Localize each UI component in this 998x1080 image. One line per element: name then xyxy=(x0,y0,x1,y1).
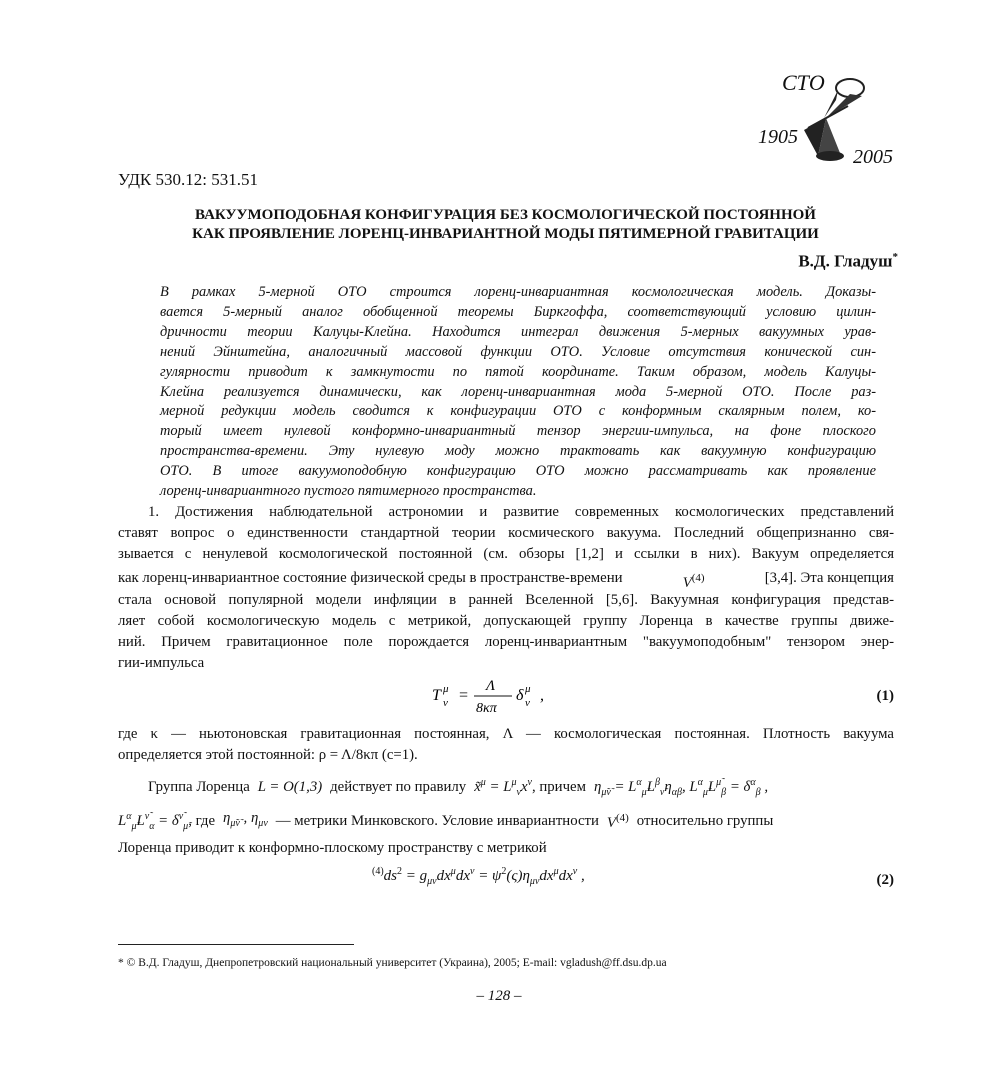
metric-relation-formula: $\eta_{\mũ\nũ} = L^\alpha_{\mũ}L^\beta_{\nũ}\eta_{\alpha\beta}$, $L^\alpha_{\mũ}L^{\mũ}_\beta = \delta^\alpha_\beta$ , xyxy=(593,777,769,798)
abstract-line: лоренц-инвариантного пустого пятимерного пространства. xyxy=(160,483,537,500)
svg-text:T: T xyxy=(432,687,441,704)
abstract-line: ОТО. В итоге вакуумоподобную конфигурацию ОТО можно рассматривать как проявление xyxy=(160,463,876,480)
body-line: ний. Причем гравитационное поле порождается лоренц-инвариантным "вакуумоподобным" тензором энер- xyxy=(118,634,894,650)
body-text: , где xyxy=(188,812,216,829)
spacetime-symbol: V xyxy=(606,815,616,832)
body-line: гии-импульса xyxy=(118,655,205,671)
svg-text:8κπ: 8κπ xyxy=(476,701,497,716)
abstract-line: Клейна реализуется динамически, как лоренц-инвариантная мода 5-мерной ОТО. После раз- xyxy=(160,383,876,400)
logo-abbreviation: СТО xyxy=(782,70,825,95)
body-line-conformal: Лоренца приводит к конформно-плоскому пространству с метрикой xyxy=(118,840,547,856)
body-line: зывается с ненулевой космологической постоянной (см. обзоры [1,2] и ссылки в них). Вакуум определяется xyxy=(118,546,894,562)
abstract xyxy=(160,283,876,502)
inverse-relation-formula: $L^\alpha_{\mũ}L^{\nũ}_\alpha = \delta^{\nũ}_{\mũ}$ xyxy=(118,811,189,832)
abstract-line: вается 5-мерный аналог обобщенной теоремы Биркгоффа, соответствующий условию цилин- xyxy=(160,303,876,320)
equation-1-number: (1) xyxy=(876,688,894,704)
svg-text:μ: μ xyxy=(525,683,531,695)
abstract-line: пространства-времени. Эту нулевую моду можно трактовать как вакуумную конфигурацию xyxy=(160,443,876,460)
minkowski-metrics-formula: $\eta_{\mũ\nũ}$ , $\eta_{\mu\nu}$ xyxy=(223,810,268,830)
equation-2-number: (2) xyxy=(876,872,894,888)
footnote: * © В.Д. Гладуш, Днепропетровский национальный университет (Украина), 2005; E-mail: vgladush@ff.dsu.dp.ua xyxy=(118,957,667,969)
body-text: действует по правилу xyxy=(330,778,467,795)
transformation-formula: x̃$^\mu$ = $L^\mu_\nu x^\nu$ xyxy=(474,777,532,798)
svg-text:ν: ν xyxy=(525,697,530,709)
svg-text:Λ: Λ xyxy=(486,678,496,694)
page-number: – 128 – xyxy=(476,988,522,1004)
svg-text:ν: ν xyxy=(443,697,448,709)
title-line: ВАКУУМОПОДОБНАЯ КОНФИГУРАЦИЯ БЕЗ КОСМОЛОГИЧЕСКОЙ ПОСТОЯННОЙ xyxy=(195,207,816,223)
abstract-line: дричности теории Калуцы-Клейна. Находится интеграл движения 5-мерных вакуумных урав- xyxy=(160,323,876,340)
spacetime-dimension: (4) xyxy=(691,572,705,584)
body-line: ляет собой космологическую модель с метрикой, допускающей группу Лоренца в качестве группы движе- xyxy=(118,613,894,629)
body-text: как лоренц-инвариантное состояние физической среды в пространстве-времени xyxy=(118,570,623,586)
svg-text:μ: μ xyxy=(443,683,449,695)
author-name: В.Д. Гладуш xyxy=(798,251,893,271)
svg-text:,: , xyxy=(540,687,544,704)
logo-year-start: 1905 xyxy=(758,126,798,148)
body-text: [3,4]. Эта концепция xyxy=(764,570,894,586)
udc-code: УДК 530.12: 531.51 xyxy=(118,170,258,189)
equation-1 xyxy=(432,676,572,727)
svg-text:δ: δ xyxy=(516,687,524,704)
body-line-lorentz xyxy=(118,772,894,803)
body-line: ставят вопрос о единственности стандартной теории космического вакуума. Последний общепризнанно свя- xyxy=(118,525,894,541)
abstract-line: гулярности приводит к замкнутости по пятой координате. Таким образом, модель Калуцы- xyxy=(160,363,876,380)
paper-title xyxy=(118,206,893,244)
body-line: определяется этой постоянной: ρ = Λ/8κπ (c=1). xyxy=(118,747,418,763)
spacetime-symbol: V xyxy=(682,574,692,591)
equation-1-formula xyxy=(432,676,572,722)
footnote-divider xyxy=(118,944,354,945)
spacetime-dimension: (4) xyxy=(615,812,629,825)
body-line: где κ — ньютоновская гравитационная постоянная, Λ — космологическая постоянная. Плотность вакуума xyxy=(118,726,894,742)
paragraph-intro-cont xyxy=(118,590,894,674)
abstract-line: торый имеет нулевой конформно-инвариантный тензор энергии-импульса, на фоне плоского xyxy=(160,423,876,440)
paragraph-intro xyxy=(118,502,894,565)
equation-2-formula: $^{(4)}ds^2 = g_{\mu\nu}dx^\mu dx^\nu = \psi^2(\varsigma)\eta_{\mu\nu}dx^\mu dx^\nu$ , xyxy=(372,866,585,887)
paragraph-definitions xyxy=(118,724,894,766)
abstract-line: нений Эйнштейна, аналогичный массовой функции ОТО. Условие отсутствия конической син- xyxy=(160,343,876,360)
body-line: стала основой популярной модели инфляции в ранней Вселенной [5,6]. Вакуумная конфигурация представ- xyxy=(118,592,894,608)
author xyxy=(798,251,898,272)
abstract-line: мерной редукции модель сводится к конфигурации ОТО с конформным скалярным полем, ко- xyxy=(160,403,876,420)
body-text: относительно группы xyxy=(636,812,774,829)
body-text: Группа Лоренца xyxy=(148,778,250,795)
body-text: , причем xyxy=(531,778,586,795)
body-line: 1. Достижения наблюдательной астрономии и развитие современных космологических представлений xyxy=(148,504,894,520)
body-line-minkowski xyxy=(118,806,894,837)
abstract-line: В рамках 5-мерной ОТО строится лоренц-инвариантная космологическая модель. Доказы- xyxy=(160,284,876,300)
svg-text:=: = xyxy=(458,687,469,704)
lorentz-group-formula: L = O(1,3) xyxy=(257,778,323,795)
title-line: КАК ПРОЯВЛЕНИЕ ЛОРЕНЦ-ИНВАРИАНТНОЙ МОДЫ ПЯТИМЕРНОЙ ГРАВИТАЦИИ xyxy=(192,226,819,242)
body-text: — метрики Минковского. Условие инвариантности xyxy=(275,812,599,829)
footnote-mark: * xyxy=(892,251,898,263)
logo-year-end: 2005 xyxy=(853,146,893,168)
conference-logo xyxy=(752,66,902,171)
